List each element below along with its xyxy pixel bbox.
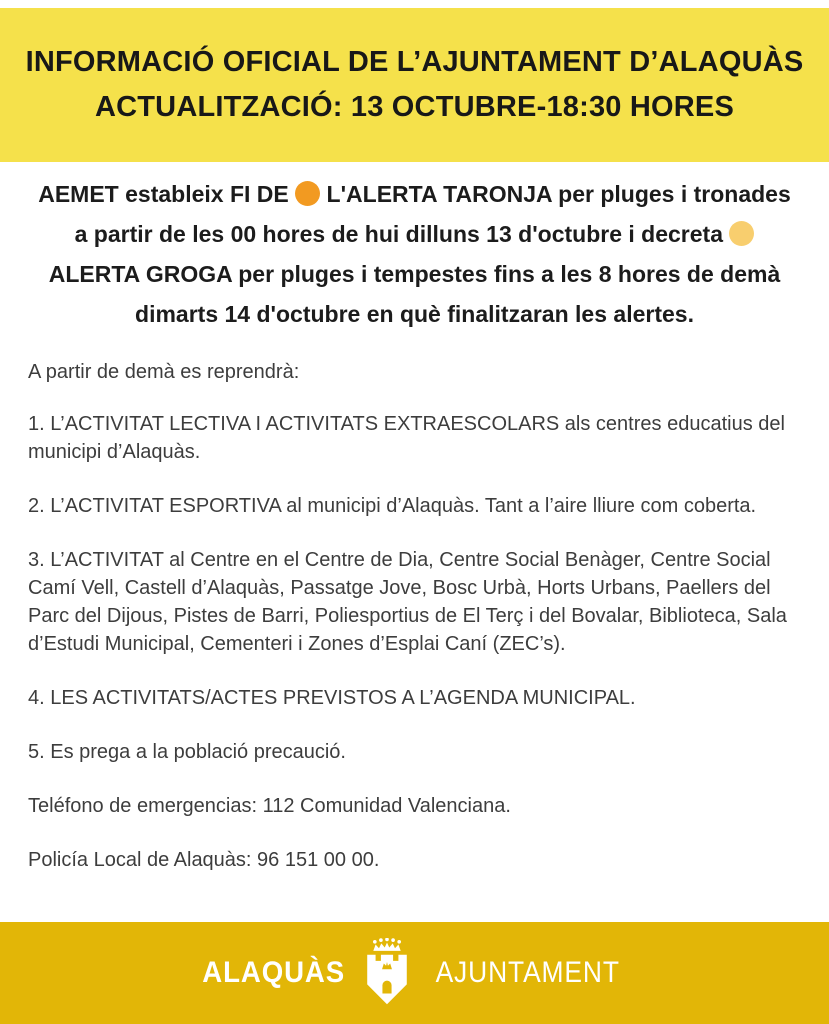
emergency-phone-line: Teléfono de emergencias: 112 Comunidad Valenciana. bbox=[28, 795, 511, 818]
orange-alert-dot bbox=[295, 181, 320, 206]
footer-banner bbox=[0, 922, 829, 1024]
announcement-text bbox=[34, 174, 795, 334]
ajuntament-logo bbox=[196, 938, 633, 1008]
activity-item-5: 5. Es prega a la població precaució. bbox=[28, 741, 346, 764]
ajuntament-wordmark: AJUNTAMENT bbox=[436, 956, 621, 989]
page-title bbox=[6, 40, 824, 130]
title-line-1: INFORMACIÓ OFICIAL DE L’AJUNTAMENT D’ALAQUÀS bbox=[25, 46, 804, 79]
body-content bbox=[0, 334, 829, 900]
alert-announcement bbox=[0, 162, 829, 334]
intro-line: A partir de demà es reprendrà: bbox=[28, 361, 300, 384]
activity-item-2: 2. L’ACTIVITAT ESPORTIVA al municipi d’Alaquàs. Tant a l’aire lliure com coberta. bbox=[28, 495, 757, 518]
activity-item-1: 1. L’ACTIVITAT LECTIVA I ACTIVITATS EXTRAESCOLARS als centres educatius del municipi d’Alaquàs. bbox=[28, 413, 785, 464]
announcement-part-3: ALERTA GROGA per pluges i tempestes fins a les 8 hores de demà dimarts 14 d'octubre en què finalitzaran les alertes. bbox=[48, 261, 781, 328]
police-phone-line: Policía Local de Alaquàs: 96 151 00 00. bbox=[28, 849, 380, 872]
announcement-part-1: AEMET estableix FI DE bbox=[38, 181, 296, 207]
announcement-part-2: L'ALERTA TARONJA per pluges i tronades a partir de les 00 hores de hui dilluns 13 d'octubre i decreta bbox=[74, 181, 791, 248]
castle-shield-icon bbox=[364, 938, 410, 1008]
header-banner bbox=[0, 8, 829, 162]
title-line-2: ACTUALITZACIÓ: 13 OCTUBRE-18:30 HORES bbox=[94, 91, 734, 123]
activity-item-3: 3. L’ACTIVITAT al Centre en el Centre de Dia, Centre Social Benàger, Centre Social Camí Vell, Castell d’Alaquàs, Passatge Jove, Bosc Urbà, Horts Urbans, Paellers del Parc del Dijous, Pistes de Barri, Poliesportius de El Terç i del Bovalar, Biblioteca, Sala d’Estudi Municipal, Cementeri i Zones d’Esplai Caní (ZEC’s). bbox=[28, 549, 787, 656]
city-wordmark: ALAQUÀS bbox=[202, 956, 346, 989]
yellow-alert-dot bbox=[729, 221, 754, 246]
activity-item-4: 4. LES ACTIVITATS/ACTES PREVISTOS A L’AGENDA MUNICIPAL. bbox=[28, 687, 636, 710]
